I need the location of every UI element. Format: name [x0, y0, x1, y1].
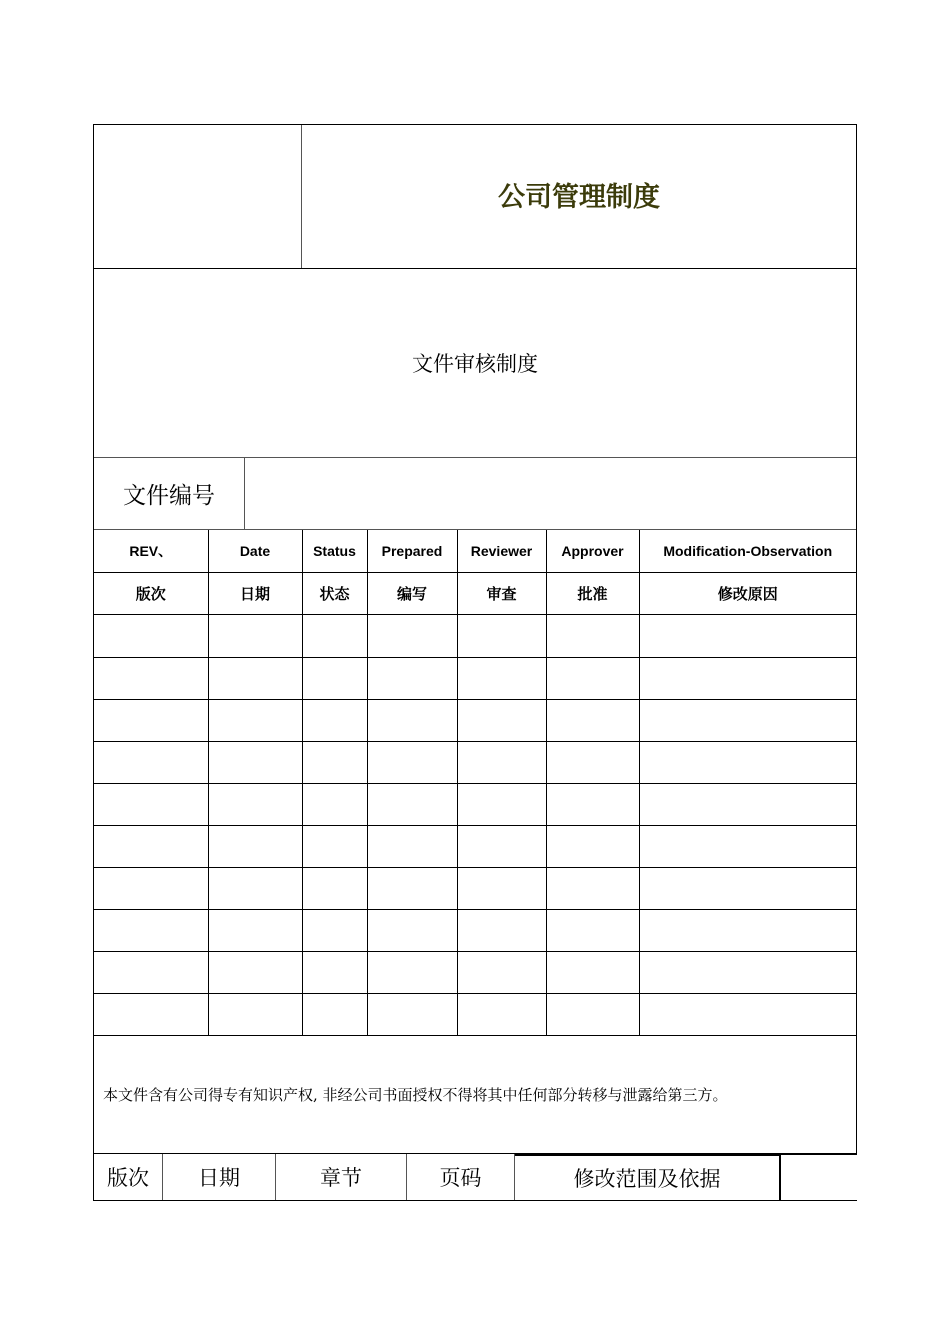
change-header-blank — [781, 1154, 857, 1200]
table-cell — [639, 742, 856, 784]
table-cell — [546, 742, 639, 784]
table-cell — [639, 868, 856, 910]
header-modification-cn: 修改原因 — [639, 573, 856, 615]
table-cell — [302, 700, 367, 742]
table-cell — [546, 700, 639, 742]
table-cell — [208, 952, 302, 994]
table-cell — [208, 868, 302, 910]
table-row — [94, 868, 856, 910]
change-header-date: 日期 — [163, 1154, 276, 1200]
change-header-rev: 版次 — [93, 1154, 163, 1200]
revision-table — [94, 530, 856, 1036]
change-record-header — [93, 1154, 857, 1201]
table-cell — [639, 994, 856, 1036]
table-cell — [639, 826, 856, 868]
header-reviewer-cn: 审查 — [457, 573, 546, 615]
table-cell — [546, 658, 639, 700]
table-cell — [639, 784, 856, 826]
document-number-label: 文件编号 — [94, 458, 245, 529]
document-number-value — [245, 458, 856, 529]
change-header-chapter: 章节 — [276, 1154, 407, 1200]
table-cell — [546, 952, 639, 994]
table-cell — [367, 742, 457, 784]
table-cell — [208, 742, 302, 784]
table-cell — [546, 784, 639, 826]
table-cell — [302, 742, 367, 784]
header-reviewer: Reviewer — [457, 530, 546, 573]
table-cell — [94, 658, 208, 700]
table-cell — [367, 615, 457, 658]
table-cell — [302, 994, 367, 1036]
table-cell — [546, 615, 639, 658]
table-cell — [302, 658, 367, 700]
table-cell — [457, 868, 546, 910]
table-cell — [367, 784, 457, 826]
header-modification: Modification-Observation — [639, 530, 856, 573]
table-row — [94, 742, 856, 784]
table-row — [94, 700, 856, 742]
table-cell — [457, 742, 546, 784]
table-cell — [302, 784, 367, 826]
table-cell — [208, 615, 302, 658]
document-page — [93, 124, 857, 1201]
table-cell — [208, 994, 302, 1036]
table-cell — [208, 658, 302, 700]
header-prepared: Prepared — [367, 530, 457, 573]
table-cell — [302, 910, 367, 952]
table-cell — [367, 910, 457, 952]
revision-table-body — [94, 615, 856, 1036]
table-cell — [457, 700, 546, 742]
header-date: Date — [208, 530, 302, 573]
table-cell — [639, 700, 856, 742]
table-cell — [208, 826, 302, 868]
table-cell — [208, 700, 302, 742]
change-header-scope: 修改范围及依据 — [515, 1154, 781, 1200]
table-cell — [367, 700, 457, 742]
table-cell — [94, 952, 208, 994]
table-cell — [457, 952, 546, 994]
table-cell — [302, 826, 367, 868]
confidentiality-notice-cell — [94, 1036, 856, 1154]
document-subject: 文件审核制度 — [412, 352, 538, 376]
table-cell — [457, 784, 546, 826]
change-header-page: 页码 — [407, 1154, 515, 1200]
table-cell — [302, 868, 367, 910]
table-cell — [639, 910, 856, 952]
table-cell — [94, 700, 208, 742]
table-cell — [639, 658, 856, 700]
table-row — [94, 994, 856, 1036]
subject-cell — [94, 269, 856, 458]
header-approver: Approver — [546, 530, 639, 573]
table-cell — [94, 868, 208, 910]
table-cell — [457, 826, 546, 868]
table-cell — [302, 952, 367, 994]
table-cell — [94, 910, 208, 952]
table-cell — [546, 910, 639, 952]
table-cell — [367, 826, 457, 868]
table-cell — [208, 784, 302, 826]
table-row — [94, 615, 856, 658]
header-approver-cn: 批准 — [546, 573, 639, 615]
header-prepared-cn: 编写 — [367, 573, 457, 615]
table-cell — [94, 994, 208, 1036]
header-status: Status — [302, 530, 367, 573]
confidentiality-notice: 本文件含有公司得专有知识产权, 非经公司书面授权不得将其中任何部分转移与泄露给第三方。 — [103, 1086, 728, 1104]
table-cell — [639, 615, 856, 658]
logo-cell — [94, 125, 302, 268]
header-status-cn: 状态 — [302, 573, 367, 615]
table-cell — [367, 952, 457, 994]
table-cell — [457, 615, 546, 658]
table-cell — [208, 910, 302, 952]
table-cell — [546, 826, 639, 868]
table-row — [94, 910, 856, 952]
table-cell — [639, 952, 856, 994]
table-cell — [94, 615, 208, 658]
company-title-cell — [302, 125, 856, 268]
document-header — [94, 125, 856, 269]
table-cell — [457, 910, 546, 952]
table-cell — [457, 994, 546, 1036]
table-cell — [367, 994, 457, 1036]
table-cell — [94, 742, 208, 784]
header-rev: REV、 — [94, 530, 208, 573]
document-frame — [93, 124, 857, 1154]
table-cell — [94, 784, 208, 826]
revision-header-row-cn — [94, 573, 856, 615]
header-date-cn: 日期 — [208, 573, 302, 615]
table-row — [94, 658, 856, 700]
table-cell — [302, 615, 367, 658]
table-row — [94, 784, 856, 826]
table-cell — [546, 868, 639, 910]
table-cell — [367, 868, 457, 910]
table-cell — [546, 994, 639, 1036]
table-cell — [367, 658, 457, 700]
document-number-row — [94, 458, 856, 530]
table-cell — [94, 826, 208, 868]
revision-header-row-en — [94, 530, 856, 573]
table-row — [94, 952, 856, 994]
table-cell — [457, 658, 546, 700]
table-row — [94, 826, 856, 868]
company-title: 公司管理制度 — [498, 182, 660, 213]
header-rev-cn: 版次 — [94, 573, 208, 615]
